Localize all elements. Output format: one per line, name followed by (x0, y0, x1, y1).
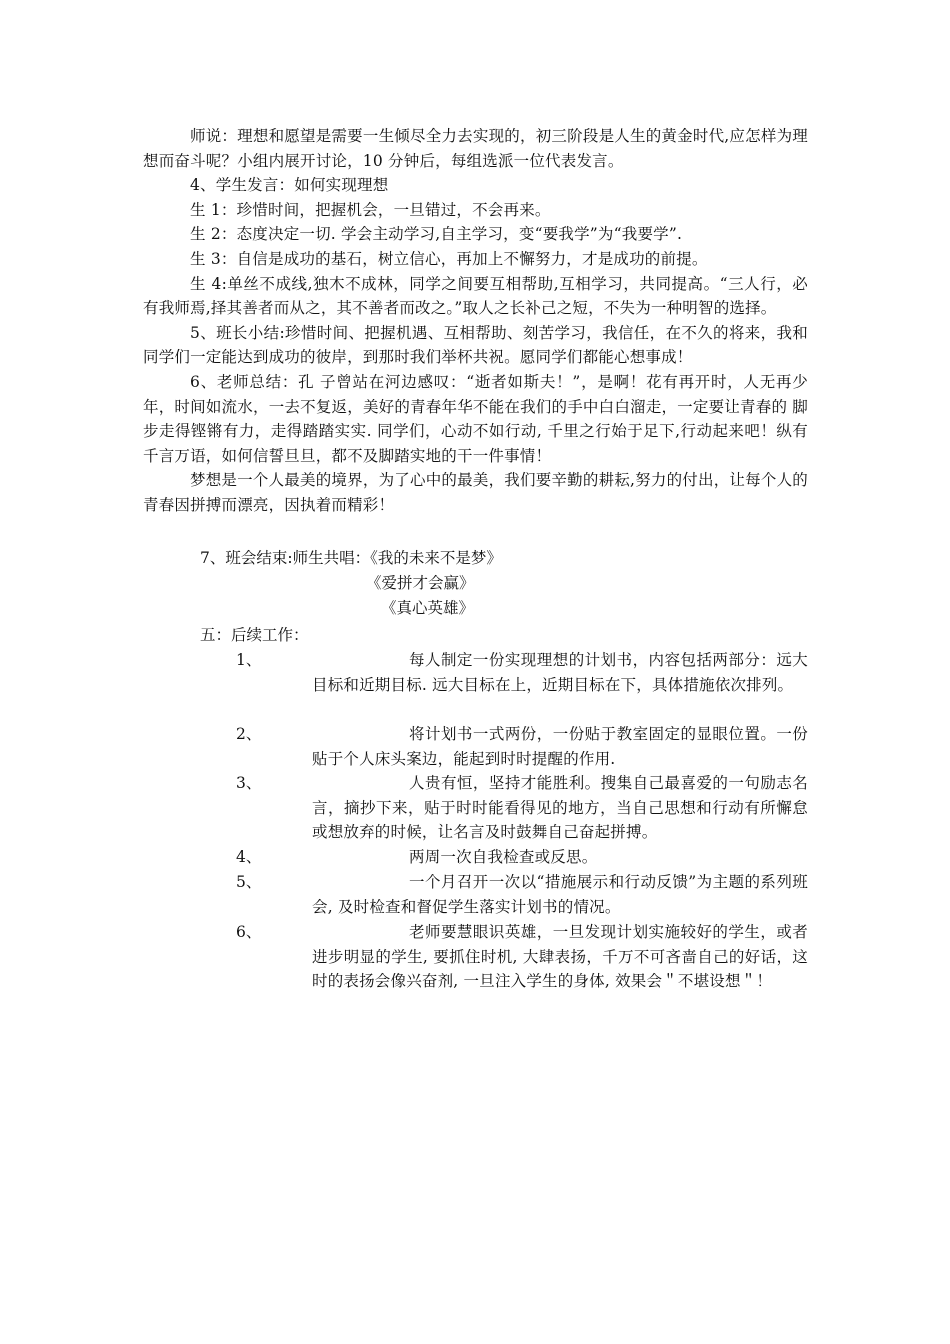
item-text: 每人制定一份实现理想的计划书，内容包括两部分：远大目标和近期目标. 远大目标在上，近期目标在下，具体措施依次排列。 (312, 651, 808, 694)
closing-line-1: 7、班会结束:师生共唱：《我的未来不是梦》 (200, 549, 502, 567)
item-number: 6、 (236, 923, 262, 941)
paragraph-teacher-says: 师说：理想和愿望是需要一生倾尽全力去实现的，初三阶段是人生的黄金时代,应怎样为理想而奋斗呢？小组内展开讨论，10 分钟后，每组选派一位代表发言。 (143, 127, 808, 170)
paragraph-student-3: 生 3：自信是成功的基石，树立信心，再加上不懈努力，才是成功的前提。 (190, 249, 708, 268)
item-number: 2、 (236, 725, 262, 743)
section-5-heading: 五：后续工作： (200, 626, 309, 644)
item-text: 两周一次自我检查或反思。 (409, 848, 598, 866)
paragraph-student-4: 生 4:单丝不成线,独木不成林，同学之间要互相帮助,互相学习，共同提高。“三人行，必有我师焉,择其善者而从之，其不善者而改之。”取人之长补己之短，不失为一种明智的选择。 (143, 274, 808, 318)
item-number: 3、 (236, 774, 262, 792)
paragraph-student-2: 生 2：态度决定一切. 学会主动学习,自主学习，变“要我学”为“我要学”. (190, 225, 683, 244)
item-number: 4、 (236, 848, 262, 866)
paragraph-dream: 梦想是一个人最美的境界，为了心中的最美，我们要辛勤的耕耘,努力的付出，让每个人的青春因拼搏而漂亮，因执着而精彩！ (143, 471, 808, 514)
item-number: 1、 (236, 651, 262, 669)
paragraph-student-1: 生 1：珍惜时间，把握机会，一旦错过，不会再来。 (190, 200, 551, 219)
body-text (143, 124, 808, 518)
item-text: 一个月召开一次以“措施展示和行动反馈”为主题的系列班会, 及时检查和督促学生落实计划书的情况。 (312, 873, 808, 916)
paragraph-monitor-summary: 5、班长小结:珍惜时间、把握机遇、互相帮助、刻苦学习，我信任，在不久的将来，我和同学们一定能达到成功的彼岸，到那时我们举杯共祝。愿同学们都能心想事成！ (143, 323, 808, 367)
item-number: 5、 (236, 873, 262, 891)
item-text: 老师要慧眼识英雄，一旦发现计划实施较好的学生，或者进步明显的学生, 要抓住时机, 大肆表扬，千万不可吝啬自己的好话，这时的表扬会像兴奋剂, 一旦注入学生的身体, 效果会＂不堪设想＂！ (312, 923, 808, 991)
closing-line-3: 《真心英雄》 (381, 599, 475, 617)
closing-line-2: 《爱拼才会赢》 (366, 574, 475, 592)
paragraph-student-speech-heading: 4、学生发言：如何实现理想 (190, 176, 389, 195)
item-text: 将计划书一式两份，一份贴于教室固定的显眼位置。一份贴于个人床头案边，能起到时时提醒的作用. (312, 725, 808, 768)
paragraph-teacher-summary: 6、老师总结：孔 子曾站在河边感叹：“逝者如斯夫！”，是啊！花有再开时，人无再少年，时间如流水，一去不复返，美好的青春年华不能在我们的手中白白溜走，一定要让青春的 脚步走得铿锵有力，走得踏踏实实. 同学们，心动不如行动, 千里之行始于足下,行动起来吧！纵有千言万语，如何信誓旦旦，都不及脚踏实地的干一件事情！ (143, 372, 808, 465)
item-text: 人贵有恒，坚持才能胜利。搜集自己最喜爱的一句励志名言，摘抄下来，贴于时时能看得见的地方，当自己思想和行动有所懈怠或想放弃的时候，让名言及时鼓舞自己奋起拼搏。 (312, 774, 808, 842)
